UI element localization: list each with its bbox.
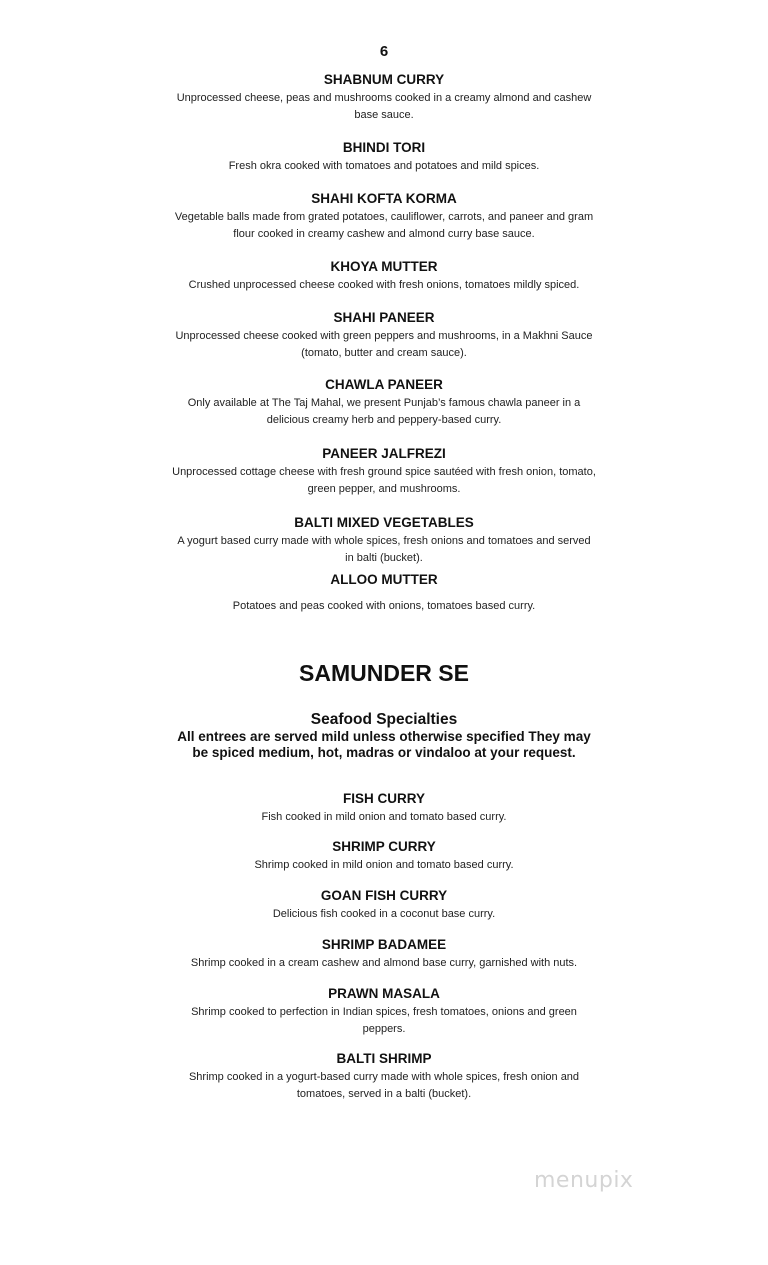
- item-description: Unprocessed cottage cheese with fresh ground spice sautéed with fresh onion, tomato, green pepper, and mushrooms.: [172, 466, 596, 495]
- item-name: KHOYA MUTTER: [330, 259, 438, 274]
- item-description: Potatoes and peas cooked with onions, tomatoes based curry.: [232, 600, 536, 612]
- section-title: SAMUNDER SE: [299, 660, 469, 686]
- item-name: SHRIMP CURRY: [332, 839, 436, 854]
- menu-item: [0, 376, 768, 429]
- menu-item: [0, 838, 768, 874]
- item-name: BHINDI TORI: [342, 140, 426, 155]
- menu-item: [0, 936, 768, 972]
- menu-item: [0, 258, 768, 294]
- menu-item: [0, 985, 768, 1038]
- menu-item: [0, 190, 768, 243]
- item-name: PRAWN MASALA: [328, 986, 440, 1001]
- menu-item: [0, 790, 768, 826]
- item-name: SHRIMP BADAMEE: [321, 937, 447, 952]
- item-name: SHAHI PANEER: [333, 310, 435, 325]
- item-name: GOAN FISH CURRY: [320, 888, 448, 903]
- item-description: Shrimp cooked to perfection in Indian spices, fresh tomatoes, onions and green peppers.: [191, 1006, 577, 1035]
- item-name: SHABNUM CURRY: [323, 72, 445, 87]
- menu-item: [0, 139, 768, 175]
- item-description: A yogurt based curry made with whole spices, fresh onions and tomatoes and served in balti (bucket).: [177, 535, 591, 564]
- section-subtitle: Seafood Specialties: [310, 711, 458, 728]
- menu-item: [0, 571, 768, 615]
- menu-item: [0, 514, 768, 567]
- item-description: Shrimp cooked in mild onion and tomato based curry.: [254, 859, 514, 871]
- menu-item: [0, 1050, 768, 1103]
- item-name: PANEER JALFREZI: [322, 446, 446, 461]
- item-description: Vegetable balls made from grated potatoes, cauliflower, carrots, and paneer and gram flour cooked in creamy cashew and almond curry base sauce.: [174, 211, 594, 240]
- item-description: Only available at The Taj Mahal, we present Punjab’s famous chawla paneer in a delicious creamy herb and peppery-based curry.: [187, 397, 581, 426]
- watermark-logo: menupix: [534, 1168, 634, 1193]
- item-name: SHAHI KOFTA KORMA: [311, 191, 457, 206]
- item-description: Fresh okra cooked with tomatoes and potatoes and mild spices.: [228, 160, 540, 172]
- menu-item: [0, 309, 768, 362]
- item-name: FISH CURRY: [342, 791, 425, 806]
- page-number: 6: [379, 43, 389, 60]
- item-description: Unprocessed cheese, peas and mushrooms cooked in a creamy almond and cashew base sauce.: [176, 92, 592, 121]
- item-name: ALLOO MUTTER: [330, 572, 438, 587]
- menu-item: [0, 445, 768, 498]
- menu-item: [0, 887, 768, 923]
- item-description: Shrimp cooked in a yogurt-based curry made with whole spices, fresh onion and tomatoes, served in a balti (bucket).: [188, 1071, 580, 1100]
- item-description: Unprocessed cheese cooked with green peppers and mushrooms, in a Makhni Sauce (tomato, butter and cream sauce).: [175, 330, 593, 359]
- section-note: All entrees are served mild unless otherwise specified They may be spiced medium, hot, madras or vindaloo at your request.: [177, 729, 591, 760]
- item-description: Delicious fish cooked in a coconut base curry.: [272, 908, 496, 920]
- item-name: BALTI SHRIMP: [336, 1051, 432, 1066]
- menu-item: [0, 71, 768, 124]
- section-intro: [0, 711, 768, 760]
- item-description: Crushed unprocessed cheese cooked with fresh onions, tomatoes mildly spiced.: [188, 279, 580, 291]
- item-name: CHAWLA PANEER: [325, 377, 443, 392]
- item-name: BALTI MIXED VEGETABLES: [294, 515, 474, 530]
- item-description: Shrimp cooked in a cream cashew and almond base curry, garnished with nuts.: [190, 957, 578, 969]
- item-description: Fish cooked in mild onion and tomato based curry.: [261, 811, 507, 823]
